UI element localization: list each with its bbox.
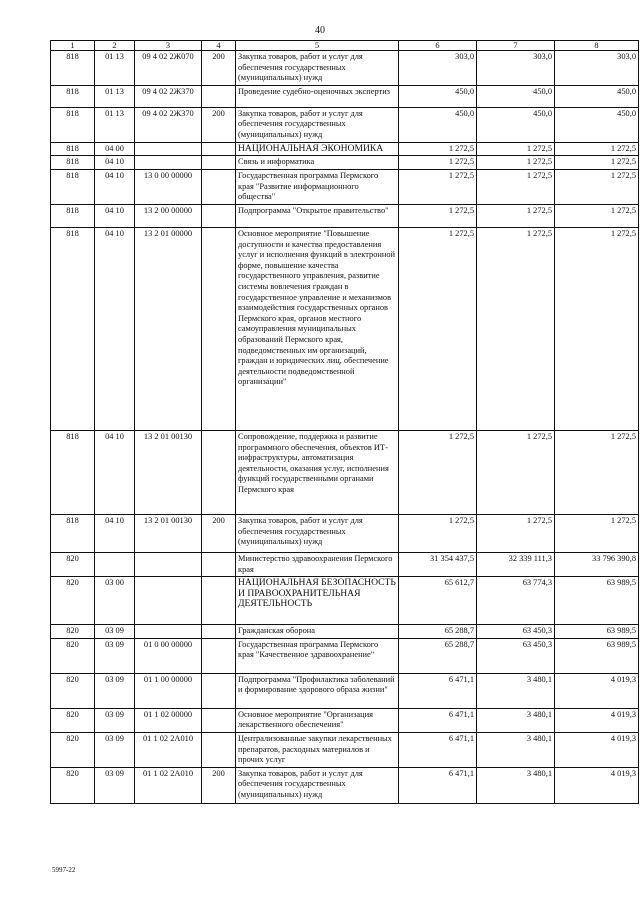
target-article: 13 2 00 00000	[135, 204, 202, 227]
admin-code: 820	[51, 732, 95, 767]
amount-col8: 1 272,5	[555, 142, 639, 156]
item-name: Гражданская оборона	[236, 625, 399, 639]
amount-col8: 1 272,5	[555, 204, 639, 227]
item-name: Основное мероприятие "Повышение доступности и качества предоставления услуг и исполнения функций в электронной форме, повышение качества государственного управления, развитие системы вовлечения граждан в государственное управление и механизмов взаимодействия государственных органов Пермского края, органов местного самоуправления муниципальных образований Пермского края, подведомственных им организаций, граждан и юридических лиц, обеспечение деятельности подведомственной организации"	[236, 227, 399, 430]
section-code: 01 13	[95, 107, 135, 142]
admin-code: 818	[51, 85, 95, 107]
item-name: Централизованные закупки лекарственных препаратов, расходных материалов и прочих услуг	[236, 732, 399, 767]
admin-code: 818	[51, 142, 95, 156]
target-article: 01 1 02 2А010	[135, 732, 202, 767]
amount-col7: 3 480,1	[477, 708, 555, 732]
amount-col8: 4 019,3	[555, 767, 639, 803]
table-row	[51, 51, 639, 86]
target-article	[135, 625, 202, 639]
amount-col8: 1 272,5	[555, 514, 639, 552]
amount-col8: 1 272,5	[555, 156, 639, 170]
section-code: 04 10	[95, 227, 135, 430]
amount-col7: 1 272,5	[477, 227, 555, 430]
item-name: Проведение судебно-оценочных экспертиз	[236, 85, 399, 107]
target-article	[135, 142, 202, 156]
expense-type	[202, 85, 236, 107]
table-row	[51, 169, 639, 204]
admin-code: 818	[51, 430, 95, 514]
amount-col6: 65 288,7	[399, 638, 477, 673]
amount-col6: 6 471,1	[399, 732, 477, 767]
section-code: 04 10	[95, 430, 135, 514]
admin-code: 820	[51, 673, 95, 708]
amount-col8: 4 019,3	[555, 732, 639, 767]
page-number: 40	[315, 25, 325, 36]
section-code: 01 13	[95, 85, 135, 107]
item-name: Закупка товаров, работ и услуг для обеспечения государственных (муниципальных) нужд	[236, 107, 399, 142]
item-name: Закупка товаров, работ и услуг для обеспечения государственных (муниципальных) нужд	[236, 767, 399, 803]
target-article: 09 4 02 2Ж370	[135, 85, 202, 107]
table-row	[51, 227, 639, 430]
expense-type	[202, 708, 236, 732]
admin-code: 818	[51, 227, 95, 430]
target-article: 13 0 00 00000	[135, 169, 202, 204]
expense-type	[202, 227, 236, 430]
section-code: 03 09	[95, 625, 135, 639]
table-row	[51, 577, 639, 625]
admin-code: 820	[51, 767, 95, 803]
item-name: Государственная программа Пермского края "Качественное здравоохранение"	[236, 638, 399, 673]
target-article	[135, 156, 202, 170]
budget-table	[50, 40, 639, 804]
amount-col8: 63 989,5	[555, 625, 639, 639]
amount-col7: 3 480,1	[477, 767, 555, 803]
amount-col6: 65 288,7	[399, 625, 477, 639]
item-name: Министерство здравоохранения Пермского края	[236, 552, 399, 576]
table-row	[51, 552, 639, 576]
amount-col8: 1 272,5	[555, 430, 639, 514]
document-code: 5997-22	[52, 866, 76, 874]
amount-col6: 31 354 437,5	[399, 552, 477, 576]
table-row	[51, 708, 639, 732]
item-name: Государственная программа Пермского края "Развитие информационного общества"	[236, 169, 399, 204]
amount-col6: 6 471,1	[399, 767, 477, 803]
amount-col8: 1 272,5	[555, 169, 639, 204]
table-row	[51, 156, 639, 170]
amount-col6: 1 272,5	[399, 204, 477, 227]
section-code: 03 00	[95, 577, 135, 625]
target-article: 01 0 00 00000	[135, 638, 202, 673]
amount-col7: 1 272,5	[477, 156, 555, 170]
expense-type: 200	[202, 767, 236, 803]
admin-code: 820	[51, 552, 95, 576]
expense-type	[202, 169, 236, 204]
amount-col8: 4 019,3	[555, 708, 639, 732]
amount-col7: 1 272,5	[477, 204, 555, 227]
table-row	[51, 514, 639, 552]
amount-col7: 3 480,1	[477, 732, 555, 767]
table-row	[51, 430, 639, 514]
amount-col6: 6 471,1	[399, 708, 477, 732]
amount-col8: 303,0	[555, 51, 639, 86]
section-code	[95, 552, 135, 576]
target-article	[135, 552, 202, 576]
amount-col7: 63 774,3	[477, 577, 555, 625]
expense-type	[202, 732, 236, 767]
amount-col6: 1 272,5	[399, 514, 477, 552]
table-row	[51, 638, 639, 673]
amount-col7: 303,0	[477, 51, 555, 86]
table-row	[51, 204, 639, 227]
expense-type: 200	[202, 107, 236, 142]
expense-type	[202, 625, 236, 639]
amount-col7: 1 272,5	[477, 169, 555, 204]
section-code: 03 09	[95, 638, 135, 673]
column-header-3: 3	[135, 41, 202, 51]
item-name: Подпрограмма "Открытое правительство"	[236, 204, 399, 227]
item-name: НАЦИОНАЛЬНАЯ БЕЗОПАСНОСТЬ И ПРАВООХРАНИТЕЛЬНАЯ ДЕЯТЕЛЬНОСТЬ	[236, 577, 399, 625]
section-code: 03 09	[95, 673, 135, 708]
column-header-2: 2	[95, 41, 135, 51]
amount-col8: 33 796 390,8	[555, 552, 639, 576]
amount-col7: 63 450,3	[477, 625, 555, 639]
item-name: Закупка товаров, работ и услуг для обеспечения государственных (муниципальных) нужд	[236, 514, 399, 552]
section-code: 04 10	[95, 514, 135, 552]
admin-code: 820	[51, 638, 95, 673]
column-header-8: 8	[555, 41, 639, 51]
admin-code: 818	[51, 107, 95, 142]
column-header-5: 5	[236, 41, 399, 51]
expense-type	[202, 204, 236, 227]
amount-col6: 450,0	[399, 107, 477, 142]
column-header-1: 1	[51, 41, 95, 51]
target-article: 01 1 02 00000	[135, 708, 202, 732]
expense-type	[202, 673, 236, 708]
section-code: 01 13	[95, 51, 135, 86]
amount-col6: 6 471,1	[399, 673, 477, 708]
amount-col8: 63 989,5	[555, 577, 639, 625]
admin-code: 820	[51, 625, 95, 639]
amount-col6: 1 272,5	[399, 430, 477, 514]
column-header-4: 4	[202, 41, 236, 51]
expense-type: 200	[202, 514, 236, 552]
amount-col8: 450,0	[555, 85, 639, 107]
item-name: Закупка товаров, работ и услуг для обеспечения государственных (муниципальных) нужд	[236, 51, 399, 86]
table-row	[51, 767, 639, 803]
table-header-row	[51, 41, 639, 51]
expense-type	[202, 552, 236, 576]
expense-type	[202, 142, 236, 156]
target-article: 09 4 02 2Ж370	[135, 107, 202, 142]
amount-col6: 65 612,7	[399, 577, 477, 625]
item-name: Сопровождение, поддержка и развитие программного обеспечения, объектов ИТ-инфраструктуры, автоматизация деятельности, оказания услуг, исполнения функций государственными органами Пермского края	[236, 430, 399, 514]
amount-col7: 63 450,3	[477, 638, 555, 673]
amount-col7: 450,0	[477, 107, 555, 142]
table-row	[51, 107, 639, 142]
amount-col6: 1 272,5	[399, 156, 477, 170]
amount-col6: 450,0	[399, 85, 477, 107]
section-code: 03 09	[95, 732, 135, 767]
amount-col8: 1 272,5	[555, 227, 639, 430]
amount-col6: 1 272,5	[399, 142, 477, 156]
amount-col6: 1 272,5	[399, 169, 477, 204]
section-code: 03 09	[95, 767, 135, 803]
target-article: 09 4 02 2Ж070	[135, 51, 202, 86]
admin-code: 818	[51, 204, 95, 227]
table-body	[51, 51, 639, 804]
amount-col7: 32 339 111,3	[477, 552, 555, 576]
table-row	[51, 673, 639, 708]
admin-code: 818	[51, 514, 95, 552]
admin-code: 818	[51, 51, 95, 86]
item-name: Связь и информатика	[236, 156, 399, 170]
section-code: 04 10	[95, 156, 135, 170]
amount-col7: 1 272,5	[477, 514, 555, 552]
amount-col8: 4 019,3	[555, 673, 639, 708]
target-article: 13 2 01 00130	[135, 430, 202, 514]
table-row	[51, 732, 639, 767]
admin-code: 818	[51, 156, 95, 170]
table-row	[51, 85, 639, 107]
amount-col6: 303,0	[399, 51, 477, 86]
expense-type	[202, 430, 236, 514]
section-code: 03 09	[95, 708, 135, 732]
item-name: Основное мероприятие "Организация лекарственного обеспечения"	[236, 708, 399, 732]
expense-type	[202, 156, 236, 170]
section-code: 04 00	[95, 142, 135, 156]
target-article: 13 2 01 00130	[135, 514, 202, 552]
admin-code: 820	[51, 577, 95, 625]
amount-col8: 450,0	[555, 107, 639, 142]
section-code: 04 10	[95, 204, 135, 227]
amount-col7: 1 272,5	[477, 430, 555, 514]
expense-type	[202, 577, 236, 625]
target-article	[135, 577, 202, 625]
table-row	[51, 142, 639, 156]
amount-col7: 1 272,5	[477, 142, 555, 156]
target-article: 01 1 02 2А010	[135, 767, 202, 803]
section-code: 04 10	[95, 169, 135, 204]
item-name: Подпрограмма "Профилактика заболеваний и формирование здорового образа жизни"	[236, 673, 399, 708]
admin-code: 818	[51, 169, 95, 204]
amount-col7: 450,0	[477, 85, 555, 107]
amount-col7: 3 480,1	[477, 673, 555, 708]
admin-code: 820	[51, 708, 95, 732]
target-article: 13 2 01 00000	[135, 227, 202, 430]
expense-type	[202, 638, 236, 673]
amount-col8: 63 989,5	[555, 638, 639, 673]
expense-type: 200	[202, 51, 236, 86]
column-header-6: 6	[399, 41, 477, 51]
target-article: 01 1 00 00000	[135, 673, 202, 708]
item-name: НАЦИОНАЛЬНАЯ ЭКОНОМИКА	[236, 142, 399, 156]
amount-col6: 1 272,5	[399, 227, 477, 430]
table-row	[51, 625, 639, 639]
column-header-7: 7	[477, 41, 555, 51]
